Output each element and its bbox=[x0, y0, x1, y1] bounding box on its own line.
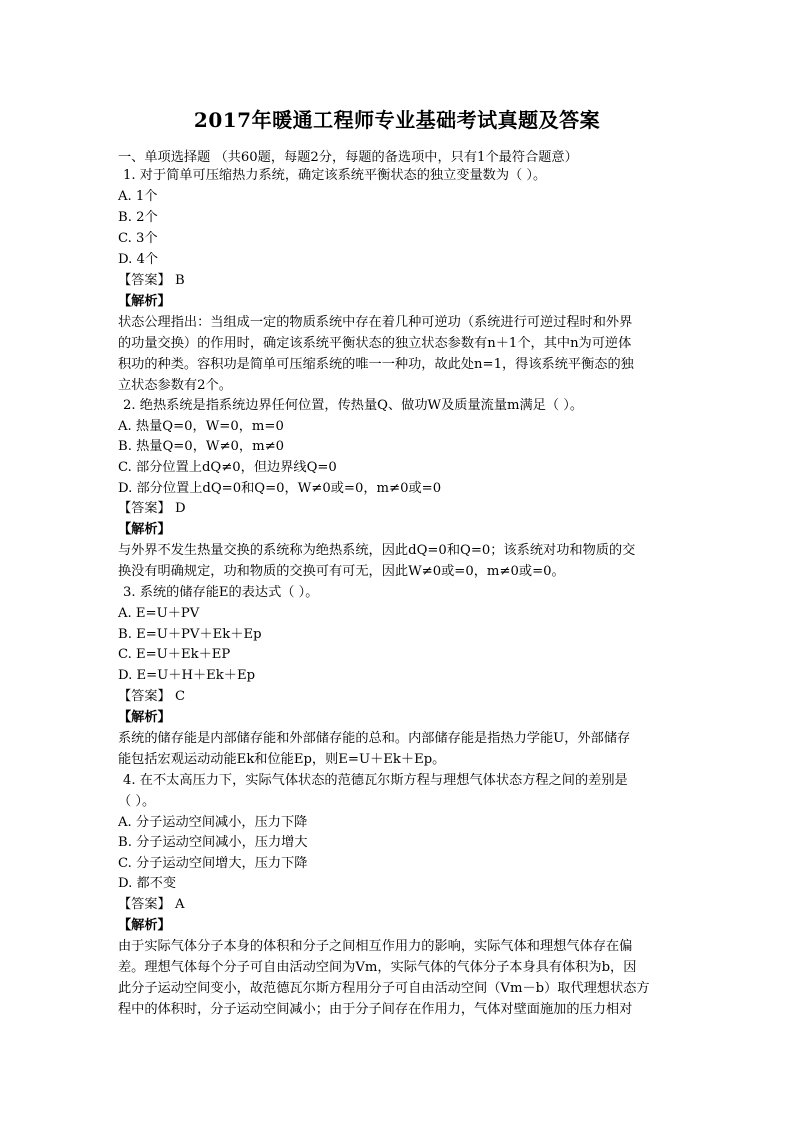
text-line: C. 部分位置上dQ≠0，但边界线Q=0 bbox=[118, 460, 337, 475]
answer-line: 【答案】 D bbox=[118, 501, 186, 516]
document-title: 2017年暖通工程师专业基础考试真题及答案 bbox=[193, 108, 601, 132]
text-line: （ ）。 bbox=[118, 794, 156, 809]
text-line: C. 3个 bbox=[118, 231, 158, 246]
analysis-heading: 【解析】 bbox=[118, 918, 171, 933]
answer-line: 【答案】 C bbox=[118, 689, 186, 704]
text-line: 程中的体积时，分子运动空间减小；由于分子间存在作用力，气体对壁面施加的压力相对 bbox=[118, 1002, 633, 1017]
text-line: 能包括宏观运动动能Ek和位能Ep，则E=U＋Ek＋Ep。 bbox=[118, 752, 446, 767]
text-line: A. E=U＋PV bbox=[118, 606, 200, 621]
analysis-heading: 【解析】 bbox=[118, 522, 171, 537]
text-line: A. 分子运动空间减小，压力下降 bbox=[118, 815, 308, 830]
analysis-heading: 【解析】 bbox=[118, 294, 171, 309]
text-line: A. 1个 bbox=[118, 189, 158, 204]
question-line: 3. 系统的储存能E的表达式（ ）。 bbox=[123, 585, 319, 600]
text-line: B. 2个 bbox=[118, 210, 158, 225]
question-line: 4. 在不太高压力下，实际气体状态的范德瓦尔斯方程与理想气体状态方程之间的差别是 bbox=[123, 773, 628, 788]
text-line: 与外界不发生热量交换的系统称为绝热系统，因此dQ=0和Q=0；该系统对功和物质的交 bbox=[118, 543, 636, 558]
text-line: 状态公理指出：当组成一定的物质系统中存在着几种可逆功（系统进行可逆过程时和外界 bbox=[118, 315, 633, 330]
text-line: A. 热量Q=0，W=0，m=0 bbox=[118, 419, 284, 434]
answer-line: 【答案】 A bbox=[118, 897, 185, 912]
answer-line: 【答案】 B bbox=[118, 273, 185, 288]
text-line: 积功的种类。容积功是简单可压缩系统的唯一一种功，故此处n=1，得该系统平衡态的独 bbox=[118, 357, 634, 372]
text-line: D. E=U＋H＋Ek＋Ep bbox=[118, 668, 256, 683]
text-line: D. 都不变 bbox=[118, 876, 177, 891]
text-line: D. 4个 bbox=[118, 252, 159, 267]
text-line: C. E=U＋Ek＋EP bbox=[118, 647, 231, 662]
text-line: 立状态参数有2个。 bbox=[118, 378, 232, 393]
question-line: 2. 绝热系统是指系统边界任何位置，传热量Q、做功W及质量流量m满足（ ）。 bbox=[123, 398, 584, 413]
text-line: 的功量交换）的作用时，确定该系统平衡状态的独立状态参数有n＋1个，其中n为可逆体 bbox=[118, 336, 632, 351]
text-line: D. 部分位置上dQ=0和Q=0，W≠0或=0，m≠0或=0 bbox=[118, 481, 442, 496]
question-line: 1. 对于简单可压缩热力系统，确定该系统平衡状态的独立变量数为（ ）。 bbox=[123, 168, 547, 183]
text-line: 换没有明确规定，功和物质的交换可有可无，因此W≠0或=0，m≠0或=0。 bbox=[118, 564, 565, 579]
text-line: C. 分子运动空间增大，压力下降 bbox=[118, 856, 308, 871]
text-line: 此分子运动空间变小，故范德瓦尔斯方程用分子可自由活动空间（Vm－b）取代理想状态方 bbox=[118, 981, 650, 996]
text-line: 系统的储存能是内部储存能和外部储存能的总和。内部储存能是指热力学能U，外部储存 bbox=[118, 731, 631, 746]
analysis-heading: 【解析】 bbox=[118, 710, 171, 725]
text-line: B. E=U＋PV＋Ek＋Ep bbox=[118, 627, 262, 642]
text-line: B. 分子运动空间减小，压力增大 bbox=[118, 835, 308, 850]
text-line: 差。理想气体每个分子可自由活动空间为Vm，实际气体的气体分子本身具有体积为b，因 bbox=[118, 960, 637, 975]
section-heading: 一、单项选择题 （共60题，每题2分，每题的备选项中，只有1个最符合题意） bbox=[118, 150, 578, 165]
text-line: B. 热量Q=0，W≠0，m≠0 bbox=[118, 439, 285, 454]
text-line: 由于实际气体分子本身的体积和分子之间相互作用力的影响，实际气体和理想气体存在偏 bbox=[118, 939, 633, 954]
